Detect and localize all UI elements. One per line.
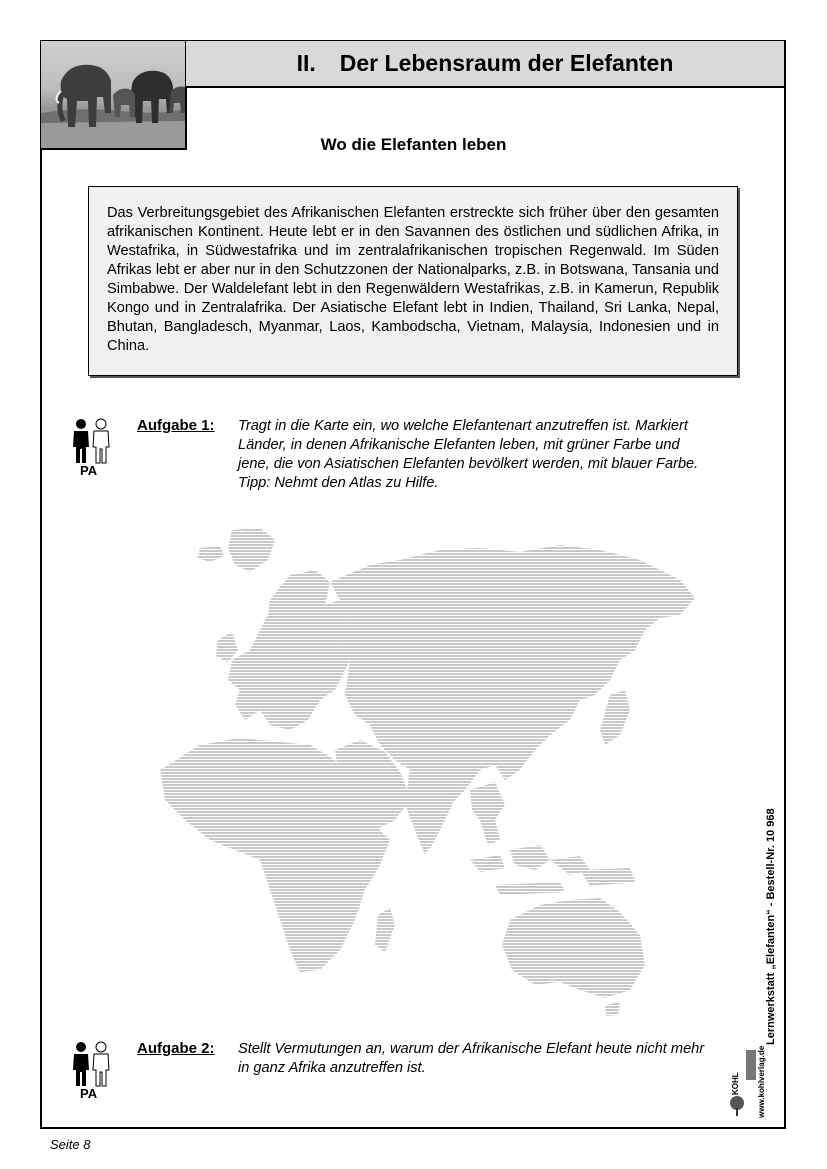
info-text: Das Verbreitungsgebiet des Afrikanischen Elefanten erstreckte sich früher über den gesamten afrikanischen Kontinent. Heute lebt er in den Savannen des östlichen und südlichen Afrika, in Westafrika, in Südwestafrika und im zentralafrikanischen tropischen Regenwald. Im Süden Afrikas lebt er aber nur in den Schutzzonen der Nationalparks, z.B. in Botswana, Tansania und Simbabwe. Der Waldelefant lebt in den Regenwäldern Westafrikas, z.B. in Kamerun, Republik Kongo und in Zentralafrika. Der Asiatische Elefant lebt in Indien, Thailand, Sri Lanka, Nepal, Bhutan, Bangladesch, Myanmar, Laos, Kambodscha, Vietnam, Malaysia, Indonesien und in China. — [107, 205, 719, 354]
social-form-label: PA — [80, 1086, 98, 1101]
publisher-name: KOHL — [731, 1072, 740, 1095]
social-form-label: PA — [80, 463, 98, 478]
elephant-photo — [41, 41, 187, 150]
task-text: Tragt in die Karte ein, wo welche Elefantenart anzutreffen ist. Markiert Länder, in denen Afrikanische Elefanten leben, mit grüner Farbe und jene, die von Asiatischen Elefanten bevölkert werden, mit blauer Farbe. Tipp: Nehmt den Atlas zu Hilfe. — [238, 418, 699, 491]
task-label: Aufgabe 1: — [137, 417, 215, 434]
task-label: Aufgabe 2: — [137, 1040, 215, 1057]
pair-work-icon — [70, 1040, 112, 1088]
europe — [228, 570, 350, 730]
publisher-logo-bar — [746, 1050, 756, 1080]
subtitle: Wo die Elefanten leben — [320, 135, 507, 154]
greenland — [228, 528, 275, 572]
order-number: Lernwerkstatt „Elefanten“ - Bestell-Nr. 10 968 — [765, 808, 777, 1045]
publisher-url: www.kohlverlag.de — [757, 1045, 766, 1118]
page-number: Seite 8 — [50, 1137, 91, 1152]
page-title: Der Lebensraum der Elefanten — [339, 50, 674, 76]
info-box — [88, 186, 738, 376]
tree-logo-icon — [728, 1095, 746, 1117]
section-number: II. — [296, 50, 316, 76]
australia — [502, 898, 645, 998]
world-map — [140, 520, 700, 1020]
task-text: Stellt Vermutungen an, warum der Afrikanische Elefant heute nicht mehr in ganz Afrika anzutreffen ist. — [238, 1041, 705, 1076]
pair-work-icon — [70, 417, 112, 465]
india — [405, 770, 460, 855]
title-bar — [186, 41, 784, 88]
